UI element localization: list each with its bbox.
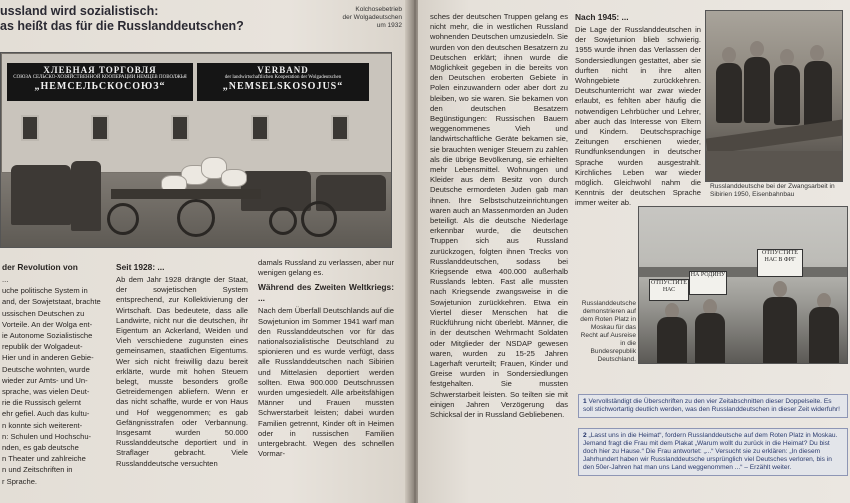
text-line: uche politische System in <box>2 286 88 296</box>
banner-german-line3: „NEMSELSKOSOJUS“ <box>222 81 344 92</box>
section-text-1928: Ab dem Jahr 1928 drängte der Staat, der sowjetischen System entsprechend, zur Kollektivierung der Wirtschaft. Das bedeutete, dass alle Landwirte, nicht nur die deutschen, ihr Eigentum an Ackerland, Weiden und Vieh verschiedene zugunsten eines gemeinsamen, staatlichen Eigentums. Wer sich nicht freiwillig dazu bereit erklärte, wurde mit hohen Steuern belegt, musste besonders große Getreidemengen abliefern. Wenn er das nicht schaffte, wurde er von Haus und Hof weggenommen; es gab Gefängnisstrafen oder Verbannung. Insgesamt wurden 50.000 Russlanddeutsche deportiert und in Straflager gebracht. Viele Russlanddeutsche versuchten <box>116 275 248 468</box>
horse <box>11 165 71 225</box>
horse <box>71 161 101 231</box>
forced-labor-photo <box>705 10 843 182</box>
protester <box>695 313 725 364</box>
text-line: Deutsche wohnten, wurde <box>2 364 90 374</box>
text-column-continued <box>430 12 568 421</box>
text-line: n und Zeitschriften in <box>2 465 73 475</box>
banner-russian-line2: СОЮЗА СЕЛЬСКО-ХОЗЯЙСТВЕННОЙ КООПЕРАЦИИ НЕМЦЕВ ПОВОЛЖЬЯ <box>13 75 187 80</box>
text-line: wieder zur Amts- und Un- <box>2 375 88 385</box>
text-line: n konnte sich weiterent- <box>2 420 83 430</box>
text-line: ... <box>2 275 9 284</box>
banner-german-line1: VERBAND <box>257 65 309 75</box>
banner-russian-line1: ХЛЕБНАЯ ТОРГОВЛЯ <box>43 65 157 75</box>
banner-russian-line3: „НЕМСЕЛЬСКОСОЮЗ“ <box>34 81 166 92</box>
worker-head <box>780 49 794 65</box>
photo-caption-kolchose <box>322 6 402 30</box>
section-text-1945: Die Lage der Russlanddeutschen in der Sowjetunion blieb schwierig. 1955 wurde ihnen das Verlassen der Sondersiedlungen gestattet, aber sie durften nicht in ihre alten Wohngebiete zurückkehren. Deutschunterricht war zwar wieder erlaubt, es fehlten aber häufig die notwendigen Lehrbücher und Lehrer, aber auch das Interesse von Eltern und Kindern. Deutschsprachige Zeitungen erschienen wieder, Rundfunksendungen in deutscher Sprache wurden ausgestrahlt. Kirchliches Leben war wieder möglich. Gleichwohl nahm die Kenntnis der deutschen Sprache immer weiter ab. <box>575 25 701 208</box>
caption-line: der Wolgadeutschen <box>342 14 402 21</box>
worker-head <box>722 47 736 63</box>
protester-head <box>773 281 787 297</box>
banner-german <box>197 63 369 101</box>
worker <box>744 57 770 123</box>
text-column-1928 <box>116 262 248 470</box>
text-line: ie Autonome Sozialistische <box>2 331 93 341</box>
worker <box>774 65 800 125</box>
task-text: „Lasst uns in die Heimat“, fordern Russlanddeutsche auf dem Roten Platz in Moskau. Jemand fragt die Frau mit dem Plakat „Warum wollt du zurück in die Heimat? Du bist doch hier zu Hause.“ Die Frau antwortet: „...“ Versucht sie zu erklären: „In diesem Jahrhundert haben wir Russlanddeutsche ursprünglich viel Deutsches verloren, bis in den 50er-Jahren hat man uns Land weggenommen ...“ – Erzählt weiter. <box>583 432 838 471</box>
task-number: 2 <box>583 432 587 439</box>
protest-sign: НА РОДИНУ <box>689 271 727 295</box>
window <box>331 115 349 141</box>
section-text-ww2: Nach dem Überfall Deutschlands auf die Sowjetunion im Sommer 1941 warf man den Russlanddeutschen vor für das nationalsozialistische Deutschland zu spionieren und es wurde verfügt, dass alle Russlanddeutschen nach Sibirien und Mittelasien deportiert werden sollten. Etwa 900.000 Deutschrussen wurden umgesiedelt. Alle arbeitsfähigen Männer und Frauen mussten Schwerstarbeit leisten; dabei wurden Familien getrennt, Kinder oft in Heimen oder in russischen Familien untergebracht. Wegen des schnellen Vormar- <box>258 306 394 459</box>
protest-sign: ОТПУСТИТЕ НАС В ФРГ <box>757 249 803 277</box>
worker-head <box>810 45 824 61</box>
banner-german-line2: der landwirtschaftlichen Kooperation der Wolgadeutschen <box>224 75 342 80</box>
window <box>91 115 109 141</box>
task-number: 1 <box>583 398 587 405</box>
page-headline <box>0 4 300 34</box>
protester <box>763 297 797 364</box>
worker <box>804 61 832 129</box>
window <box>171 115 189 141</box>
text-line: and, der Sowjetstaat, brachte <box>2 297 101 307</box>
cart-wheel <box>269 207 297 235</box>
section-heading-ww2: Während des Zweiten Weltkriegs: ... <box>258 282 394 304</box>
text-line: Vorteile. An der Wolga ent- <box>2 319 93 329</box>
text-line: Hier und in anderen Gebie- <box>2 353 94 363</box>
cart-wheel <box>301 201 337 237</box>
caption-line: Kolchosebetrieb <box>355 6 402 13</box>
protest-sign: ОТПУСТИТЕ НАС <box>649 279 689 301</box>
window <box>251 115 269 141</box>
task-box-2 <box>578 428 848 476</box>
rail-beam <box>706 119 843 154</box>
window <box>21 115 39 141</box>
text-line: republik der Wolgadeut- <box>2 342 83 352</box>
text-line: n Theater und zahlreiche <box>2 454 86 464</box>
worker <box>716 63 742 123</box>
section-intro-ww2: damals Russland zu verlassen, aber nur wenigen gelang es. <box>258 258 394 278</box>
text-line: ussischen Deutschen zu <box>2 308 85 318</box>
left-page <box>0 0 412 503</box>
wall <box>639 267 848 277</box>
text-line: n: Schulen und Hochschu- <box>2 431 92 441</box>
text-column-1945 <box>575 12 701 210</box>
section-text-continued: sches der deutschen Truppen gelang es nicht mehr, die in westlichen Russland wohnenden Deutschen umzusiedeln. Sie wurden von den deutschen Besatzern zu Deutschen erklärt; ihnen wurde die Möglichkeit gegeben in die bereits von den Deutschen eroberten Gebiete in Polen einzuwandern oder aber dort zu bleiben, wo sie waren. Sie bekamen von den deutschen Besatzern Begünstigungen: Russischen Bauern weggenommenes Vieh und landwirtschaftliche Geräte bekamen sie, sie brauchten weniger Steuern zu zahlen als die übrige Bevölkerung, sie erhielten mehr Lebensmittel. Wohnungen und Kleider aus dem Besitz von durch Deutsche ermordeten Juden gab man ihnen. Ihre Selbstschutzeinrichtungen waren auch an Massenmorden an Juden beteiligt. Als die deutsche Niederlage erkennbar wurde, die deutschen Truppen sich aus Russland zurückzogen, folgten ihnen Trecks von Russlanddeutschen, sodass bei Kriegsende etwa 400.000 außerhalb Russlands lebten. Fast alle mussten nach Kriegsende zwangsweise in die Sowjetunion zurückkehren. Etwa ein Viertel dieser Menschen hat die Rückführung nicht überlebt. Männer, die in der deutschen Wehrmacht Soldaten oder Mitglieder der NSDAP gewesen waren, wurden zu 15-25 Jahren Lagerhaft verurteilt; Frauen, Kinder und Greise wurden in Sondersiedlungen festgehalten. Sie mussten Schwerstarbeit leisten. So teilten sie mit einigen Jahren Verzögerung das Schicksal der in Russland Gebliebenen. <box>430 12 568 419</box>
protester <box>809 307 839 364</box>
cart-wheel <box>177 199 215 237</box>
caption-forced-labor: Russlanddeutsche bei der Zwangsarbeit in Sibirien 1950, Eisenbahnbau <box>710 183 835 198</box>
task-text: Vervollständigt die Überschriften zu den vier Zeitabschnitten dieser Doppelseite. Es soll stichwortartig deutlich werden, was den Russlanddeutschen in dieser Zeit widerfuhr! <box>583 398 840 413</box>
protester <box>657 317 687 364</box>
ground <box>706 151 843 182</box>
red-square-protest-photo <box>638 206 848 364</box>
text-line: ehr gefiel. Auch das kultu- <box>2 409 90 419</box>
text-column-ww2 <box>258 258 394 460</box>
text-column-revolution <box>2 262 110 488</box>
text-line: r Sprache. <box>2 476 38 486</box>
cart-bed <box>111 189 261 199</box>
headline-line-2: as heißt das für die Russlanddeutschen? <box>0 19 244 33</box>
section-heading-revolution: der Revolution von <box>2 262 78 272</box>
cart-wheel <box>107 203 139 235</box>
section-heading-1928: Seit 1928: ... <box>116 262 165 272</box>
text-line: rie die Russisch gelernt <box>2 398 81 408</box>
worker-head <box>750 41 764 57</box>
caption-line: um 1932 <box>376 22 402 29</box>
headline-line-1: ussland wird sozialistisch: <box>0 4 159 18</box>
text-line: sprache, was vielen Deut- <box>2 387 90 397</box>
text-line: nden, es gab deutsche <box>2 443 79 453</box>
kolchose-photo <box>0 52 392 248</box>
section-heading-1945: Nach 1945: ... <box>575 12 629 22</box>
banner-russian <box>7 63 193 101</box>
grain-sack <box>221 169 247 187</box>
caption-protest: Russlanddeutsche demonstrieren auf dem Roten Platz in Moskau für das Recht auf Ausreise in die Bundesrepublik Deutschland. <box>580 300 636 363</box>
right-page <box>418 0 850 503</box>
task-box-1 <box>578 394 848 418</box>
